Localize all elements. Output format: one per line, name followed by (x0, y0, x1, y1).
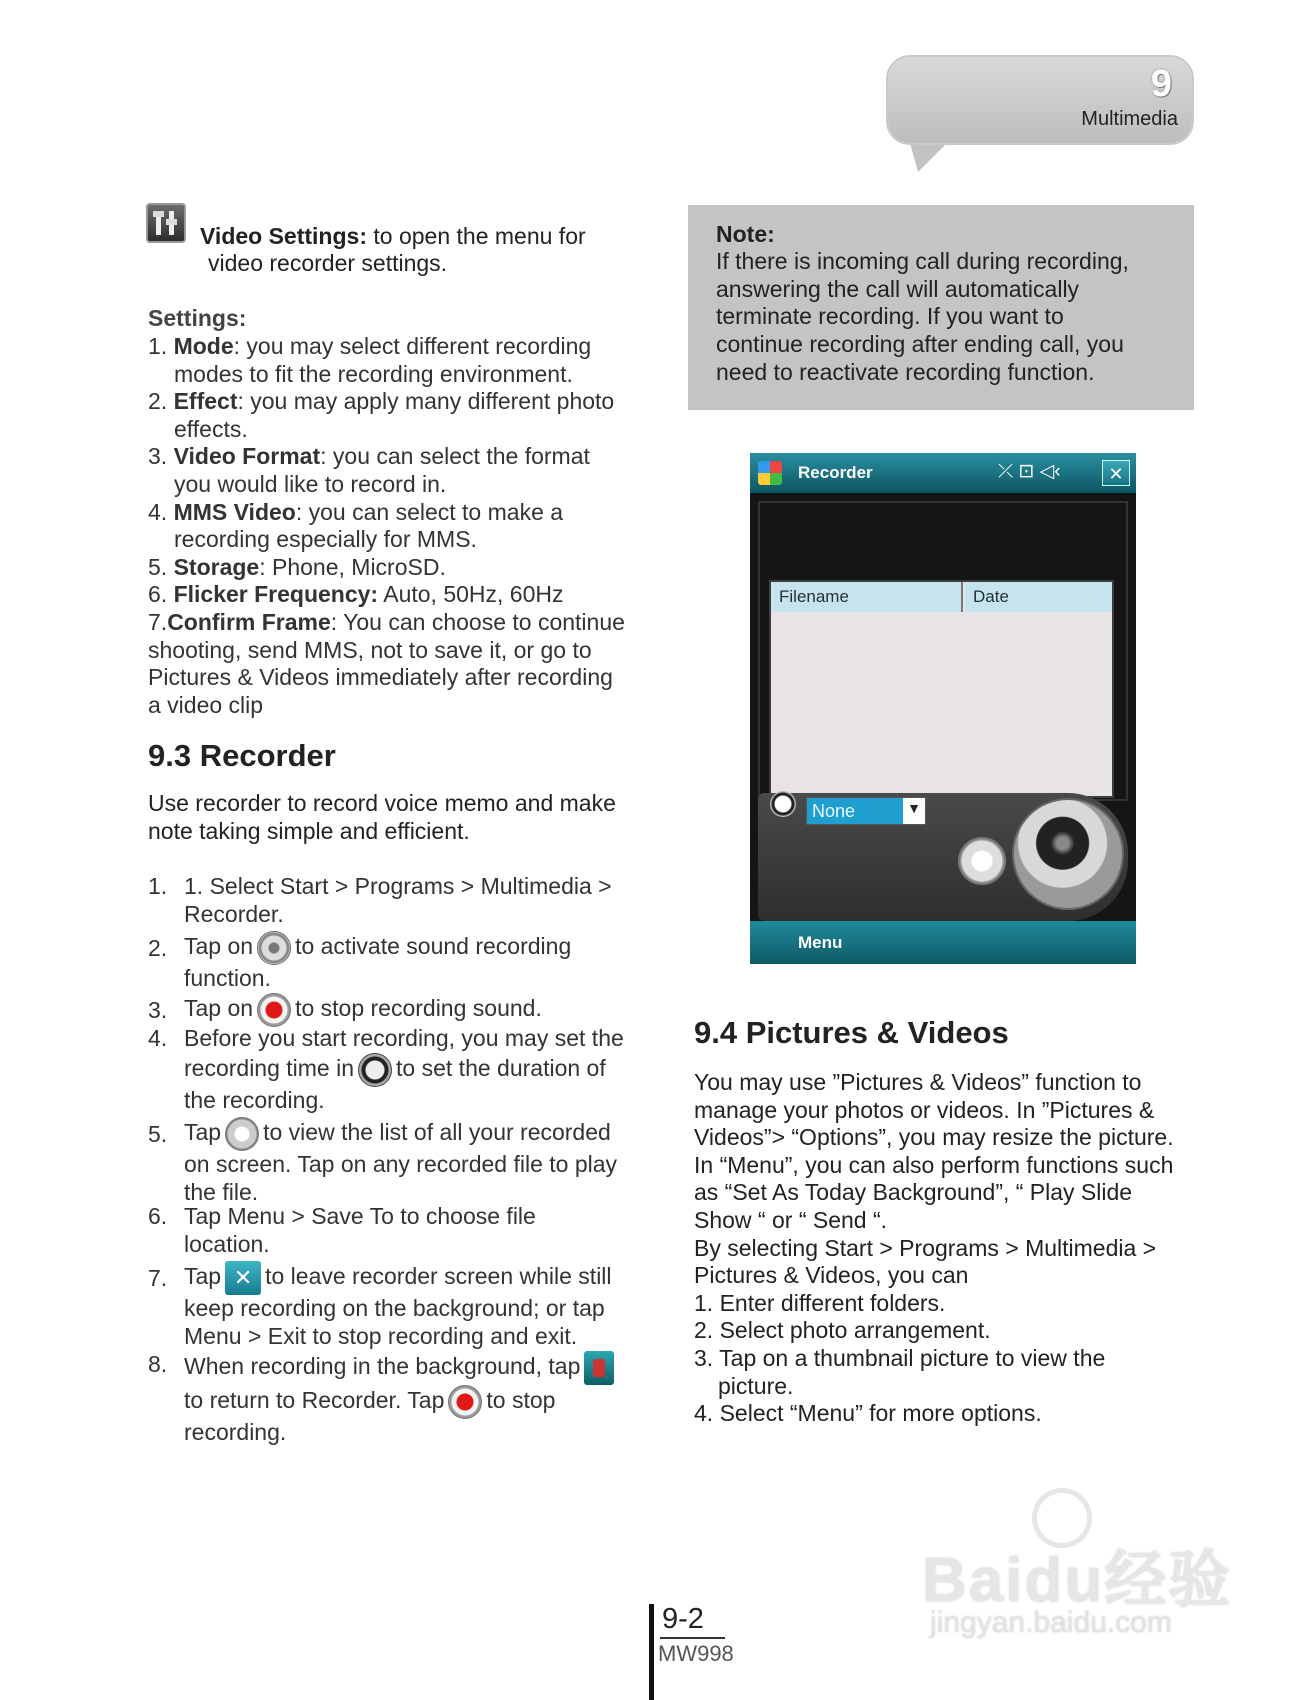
settings-item-mms-video: 4. MMS Video: you can select to make a recording especially for MMS. (148, 498, 564, 553)
phone-timer-select (806, 797, 926, 825)
settings-item-video-format: 3. Video Format: you can select the format you would like to record in. (148, 443, 590, 497)
stop-button-icon (257, 993, 291, 1027)
recorder-intro-2: note taking simple and efficient. (148, 818, 470, 844)
video-settings-text: to open the menu for (367, 223, 586, 249)
recorder-step-3: 3. Tap on to stop recording sound. (148, 993, 658, 1025)
pictures-line: 3. Tap on a thumbnail picture to view the (694, 1344, 1106, 1371)
pictures-line: Pictures & Videos, you can (694, 1262, 969, 1289)
timer-clock-icon (358, 1053, 392, 1087)
recorder-steps (148, 873, 658, 1451)
note-line: terminate recording. If you want to (716, 303, 1064, 329)
settings-item-storage: 5. Storage: Phone, MicroSD. (148, 553, 446, 580)
video-settings-icon (146, 203, 186, 243)
file-list-icon (225, 1117, 259, 1151)
record-button-icon (257, 931, 291, 965)
phone-title: Recorder (798, 463, 873, 482)
settings-list (148, 333, 658, 719)
settings-item-flicker: 6. Flicker Frequency: Auto, 50Hz, 60Hz (148, 581, 564, 608)
pictures-line: In “Menu”, you can also perform functions such (694, 1151, 1174, 1178)
pictures-line: manage your photos or videos. In ”Pictures & (694, 1096, 1155, 1123)
recorder-step-7: 7. Tap ✕ to leave recorder screen while still keep recording on the background; or tap Menu > Exit to stop recording and exit. (148, 1261, 658, 1351)
note-line: answering the call will automatically (716, 276, 1080, 302)
model-name: MW998 (658, 1641, 734, 1666)
pictures-line: You may use ”Pictures & Videos” function to (694, 1069, 1142, 1095)
footer-divider (660, 1637, 725, 1639)
pictures-line: 1. Enter different folders. (694, 1289, 946, 1316)
phone-file-list-button (958, 837, 1006, 885)
close-icon: ✕ (225, 1261, 261, 1295)
phone-status-icons: ⤫ ⊡ ◁‹ (998, 461, 1061, 482)
settings-item-mode: 1. Mode: you may select different recording modes to fit the recording environment. (148, 333, 592, 387)
phone-record-button (1012, 798, 1124, 910)
pictures-line: Show “ or “ Send “. (694, 1206, 888, 1233)
pictures-line: 2. Select photo arrangement. (694, 1317, 991, 1344)
note-box (688, 205, 1194, 410)
pictures-line: By selecting Start > Programs > Multimedia > (694, 1234, 1157, 1261)
recorder-heading: 9.3 Recorder (148, 738, 336, 773)
recorder-background-icon (584, 1351, 614, 1385)
chapter-tab (888, 57, 1192, 143)
phone-timer-icon (770, 791, 796, 817)
chevron-down-icon: ▼ (907, 800, 921, 816)
footer-bar (649, 1604, 654, 1700)
recorder-screenshot (750, 453, 1136, 964)
pictures-body (694, 1069, 1214, 1428)
stop-button-icon (448, 1385, 482, 1419)
phone-col-filename: Filename (771, 582, 963, 612)
settings-item-effect: 2. Effect: you may apply many different photo effects. (148, 388, 615, 442)
phone-col-date: Date (965, 582, 1112, 612)
phone-close-icon: ✕ (1102, 460, 1130, 486)
recorder-step-6: 6. Tap Menu > Save To to choose file location. (148, 1203, 536, 1257)
recorder-step-1: 1. 1. Select Start > Programs > Multimedia > Recorder. (148, 873, 612, 927)
pictures-line: as “Set As Today Background”, “ Play Slide (694, 1179, 1133, 1206)
phone-title-bar (750, 453, 1136, 493)
settings-heading: Settings: (148, 305, 247, 331)
note-line: need to reactivate recording function. (716, 359, 1095, 385)
pictures-line: picture. (718, 1372, 794, 1399)
recorder-step-4: 4. Before you start recording, you may set the recording time in to set the duration of the recording. (148, 1025, 624, 1113)
note-line: If there is incoming call during recording, (716, 248, 1129, 274)
pictures-line: Videos”> “Options”, you may resize the picture. (694, 1124, 1174, 1151)
windows-start-icon (758, 461, 782, 485)
video-settings-label: Video Settings: (200, 223, 367, 249)
settings-item-confirm-frame: 7.Confirm Frame: You can choose to continue shooting, send MMS, not to save it, or go to Pictures & Videos immediately after recording a video clip (148, 608, 625, 718)
chapter-number: 9 (1150, 63, 1172, 105)
page-number: 9-2 (662, 1603, 704, 1635)
recorder-step-8: 8. When recording in the background, tap to return to Recorder. Tap to stop recording. (148, 1351, 658, 1451)
pictures-line: 4. Select “Menu” for more options. (694, 1400, 1042, 1427)
phone-timer-value: None (807, 798, 903, 824)
phone-menu-bar (750, 921, 1136, 964)
phone-file-list (769, 580, 1114, 798)
recorder-step-5: 5. Tap to view the list of all your recorded on screen. Tap on any recorded file to play the file. (148, 1117, 658, 1203)
pictures-heading: 9.4 Pictures & Videos (694, 1015, 1009, 1050)
recorder-intro-1: Use recorder to record voice memo and make (148, 790, 616, 816)
video-settings-line1 (200, 223, 586, 251)
note-line: continue recording after ending call, you (716, 331, 1124, 357)
recorder-step-2: 2. Tap on to activate sound recording function. (148, 931, 658, 993)
video-settings-line2: video recorder settings. (208, 250, 448, 276)
phone-menu-label: Menu (798, 933, 843, 952)
note-title: Note: (716, 221, 775, 247)
chapter-title: Multimedia (1081, 108, 1178, 130)
watermark-url: jingyan.baidu.com (930, 1606, 1172, 1639)
watermark-logo: Baidu经验 (922, 1546, 1233, 1615)
